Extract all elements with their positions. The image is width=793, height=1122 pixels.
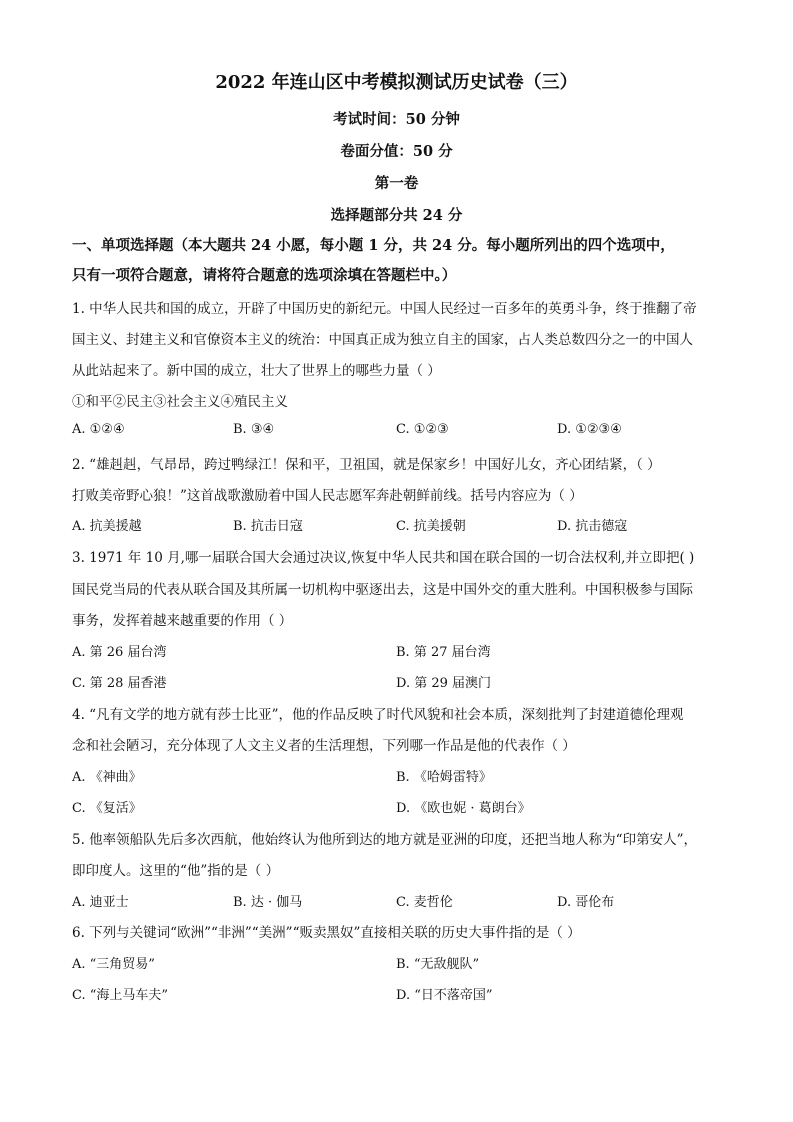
option-d: D. “日不落帝国” bbox=[396, 988, 493, 1003]
question-text: 念和社会陋习，充分体现了人文主义者的生活理想，下列哪一作品是他的代表作（ ） bbox=[72, 738, 576, 754]
option-c: C. 抗美援朝 bbox=[396, 519, 466, 534]
section-instruction: 一、单项选择题（本大题共 24 小愿，每小题 1 分，共 24 分。每小题所列出的四个选项中， bbox=[72, 237, 675, 254]
question-text: 1. 中华人民共和国的成立，开辟了中国历史的新纪元。中国人民经过一百多年的英勇斗争，终于推翻了帝 bbox=[72, 301, 697, 317]
option-a: A. 迪亚士 bbox=[72, 895, 129, 910]
question-text: 国民党当局的代表从联合国及其所属一切机构中驱逐出去，这是中国外交的重大胜利。中国积极参与国际 bbox=[72, 582, 693, 598]
option-c: C. “海上马车夫” bbox=[72, 988, 169, 1003]
question-text: 2. “雄赳赳，气昂昂，跨过鸭绿江！保和平，卫祖国，就是保家乡！中国好儿女，齐心团结紧，（ ） bbox=[72, 457, 661, 473]
option-d: D. 第 29 届澳门 bbox=[396, 676, 492, 691]
question-text: 5. 他率领船队先后多次西航，他始终认为他所到达的地方就是亚洲的印度，还把当地人称为“印第安人”， bbox=[72, 832, 697, 848]
option-c: C. 第 28 届香港 bbox=[72, 676, 167, 691]
option-a: A. 《神曲》 bbox=[72, 770, 142, 785]
question-text: 打败美帝野心狼！”这首战歌激励着中国人民志愿军奔赴朝鲜前线。括号内容应为（ ） bbox=[72, 488, 583, 504]
option-d: D. 《欧也妮 · 葛朗台》 bbox=[396, 801, 531, 816]
option-d: D. ①②③④ bbox=[557, 422, 622, 437]
option-c: C. ①②③ bbox=[396, 422, 449, 437]
option-b: B. 第 27 届台湾 bbox=[396, 645, 491, 660]
total-score: 卷面分值：50 分 bbox=[340, 143, 453, 160]
option-a: A. ①②④ bbox=[72, 422, 125, 437]
exam-title: 2022 年连山区中考模拟测试历史试卷（三） bbox=[215, 72, 578, 93]
question-text: 3. 1971 年 10 月,哪一届联合国大会通过决议,恢复中华人民共和国在联合国的一切合法权利,并立即把( ) bbox=[72, 550, 695, 566]
question-text: 事务，发挥着越来越重要的作用（ ） bbox=[72, 613, 293, 629]
option-a: A. 第 26 届台湾 bbox=[72, 645, 167, 660]
volume-label: 第一卷 bbox=[374, 175, 419, 192]
option-b: B. 《哈姆雷特》 bbox=[396, 770, 492, 785]
option-c: C. 《复活》 bbox=[72, 801, 142, 816]
option-a: A. “三角贸易” bbox=[72, 957, 155, 972]
question-text: 即印度人。这里的“他”指的是（ ） bbox=[72, 863, 280, 879]
question-text: 4. “凡有文学的地方就有莎士比亚”，他的作品反映了时代风貌和社会本质，深刻批判了封建道德伦理观 bbox=[72, 707, 684, 723]
option-d: D. 抗击德寇 bbox=[557, 519, 628, 534]
section-instruction: 只有一项符合题意，请将符合题意的选项涂填在答题栏中。） bbox=[72, 267, 457, 284]
option-b: B. ③④ bbox=[233, 422, 275, 437]
question-text: 国主义、封建主义和官僚资本主义的统治：中国真正成为独立自主的国家，占人类总数四分之一的中国人 bbox=[72, 332, 693, 348]
option-b: B. “无敌舰队” bbox=[396, 957, 480, 972]
question-text: 6. 下列与关键词“欧洲”“非洲”“美洲”“贩卖黑奴”直接相关联的历史大事件指的是（ ） bbox=[72, 925, 581, 941]
question-text: 从此站起来了。新中国的成立，壮大了世界上的哪些力量（ ） bbox=[72, 363, 441, 379]
question-text: ①和平②民主③社会主义④殖民主义 bbox=[72, 394, 288, 410]
exam-time: 考试时间：50 分钟 bbox=[333, 111, 460, 128]
option-d: D. 哥伦布 bbox=[557, 895, 615, 910]
option-c: C. 麦哲伦 bbox=[396, 895, 453, 910]
option-b: B. 达 · 伽马 bbox=[233, 895, 303, 910]
section-score: 选择题部分共 24 分 bbox=[330, 207, 463, 224]
option-b: B. 抗击日寇 bbox=[233, 519, 303, 534]
option-a: A. 抗美援越 bbox=[72, 519, 142, 534]
